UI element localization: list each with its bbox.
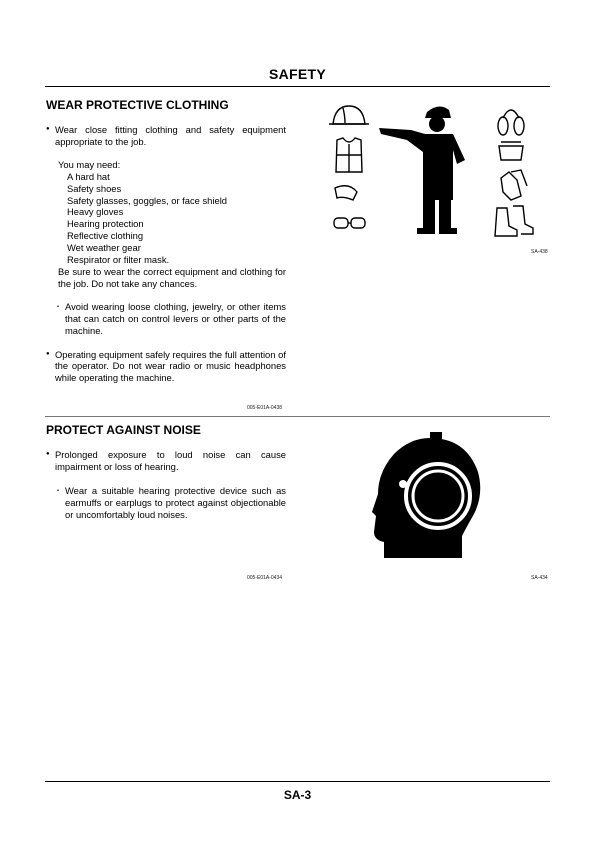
worker-silhouette-icon: [379, 106, 465, 234]
list-item: Respirator or filter mask.: [67, 254, 170, 266]
section-noise-body: [46, 449, 286, 521]
figure-code: SA-434: [531, 575, 548, 581]
section-title-noise: PROTECT AGAINST NOISE: [46, 423, 201, 437]
list-item: Hearing protection: [67, 218, 144, 230]
hard-hat-icon: [329, 106, 369, 124]
page-title: SAFETY: [268, 66, 327, 82]
safety-shoes-icon: [495, 206, 533, 236]
section-protective-clothing-body: [46, 124, 286, 384]
list-item: Safety shoes: [67, 182, 122, 194]
section-divider: [45, 416, 550, 417]
face-shield-icon: [499, 142, 523, 160]
earmuffs-icon: [498, 110, 524, 135]
goggles-icon: [334, 218, 365, 228]
bullet-operate-safely: ● Operating equipment safely requires the full attention of the operator. Do not wear radio or music headphones while operating the machine.: [46, 349, 286, 385]
note-correct-equipment: Be sure to wear the correct equipment and clothing for the job. Do not take any chances.: [58, 265, 286, 289]
doc-code: 005-E01A-0434: [247, 575, 283, 581]
respirator-icon: [335, 186, 357, 200]
list-item: Reflective clothing: [67, 230, 144, 242]
gloves-icon: [501, 170, 527, 200]
footer-rule: [45, 781, 550, 782]
page-number: SA-3: [283, 788, 312, 802]
need-intro: You may need:: [58, 158, 121, 170]
reflective-vest-icon: [336, 138, 362, 172]
sub-bullet-loose-clothing: ・ Avoid wearing loose clothing, jewelry, or other items that can catch on control levers or other parts of the machine.: [46, 301, 286, 337]
bullet-wear-clothing: ● Wear close fitting clothing and safety equipment appropriate to the job.: [46, 124, 286, 148]
list-item: Heavy gloves: [67, 206, 124, 218]
sub-bullet-hearing-device: ・ Wear a suitable hearing protective device such as earmuffs or earplugs to protect against objectionable or uncomfortably loud noises.: [46, 485, 286, 521]
protective-equipment-illustration: [325, 100, 555, 245]
list-item: Wet weather gear: [67, 242, 141, 254]
list-item: A hard hat: [67, 170, 110, 182]
list-item: Safety glasses, goggles, or face shield: [67, 194, 227, 206]
header-rule: [45, 86, 550, 87]
figure-code: SA-438: [531, 249, 548, 255]
head-with-earmuffs-icon: [372, 432, 480, 558]
hearing-protection-illustration: [370, 432, 490, 560]
doc-code: 005-E01A-0438: [247, 405, 283, 411]
bullet-loud-noise: ● Prolonged exposure to loud noise can cause impairment or loss of hearing.: [46, 449, 286, 473]
section-title-protective-clothing: WEAR PROTECTIVE CLOTHING: [46, 98, 229, 112]
